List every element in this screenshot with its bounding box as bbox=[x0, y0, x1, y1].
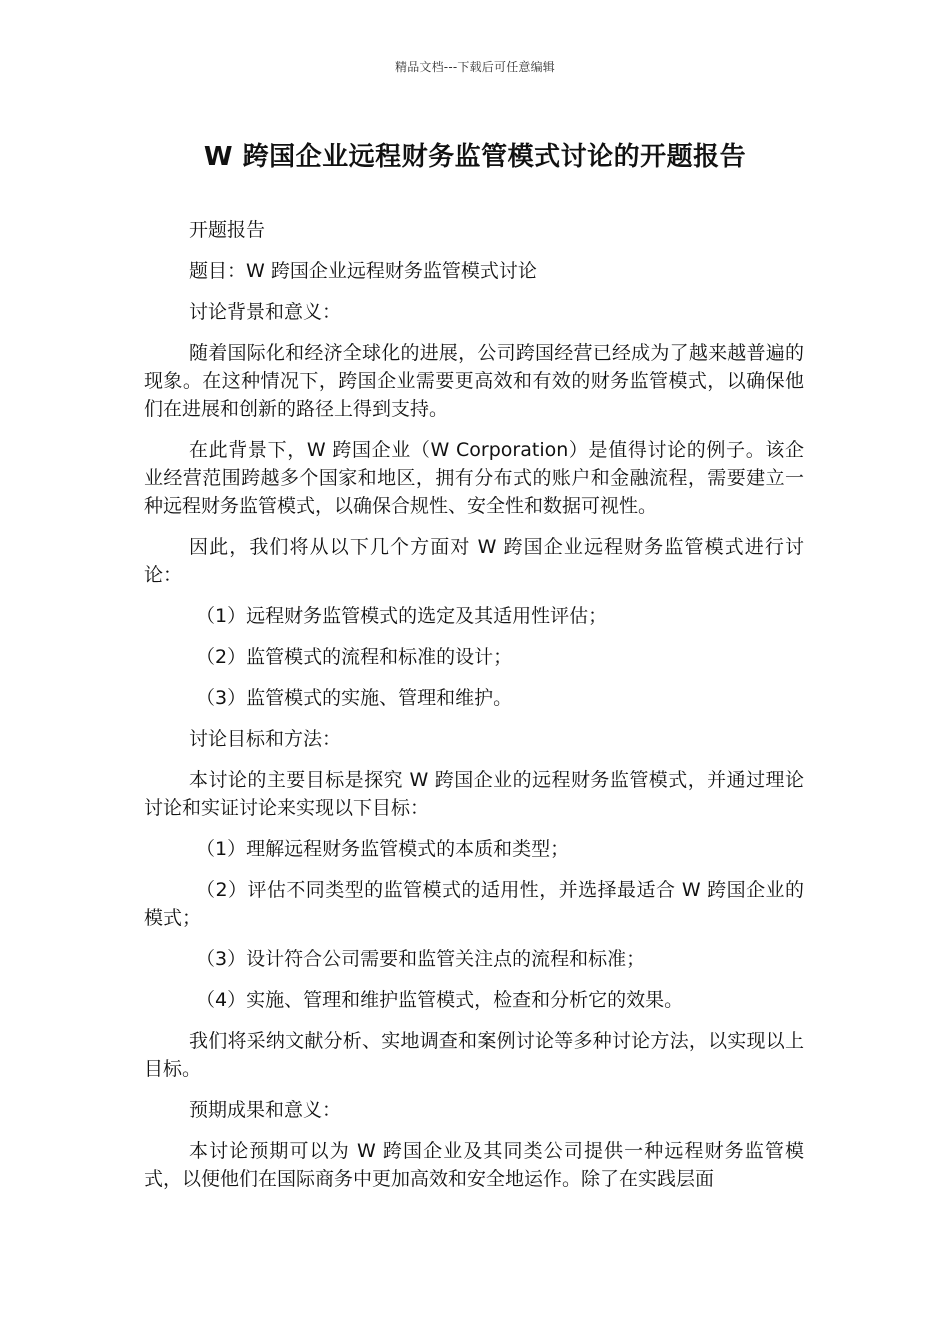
body-paragraph: 本讨论预期可以为 W 跨国企业及其同类公司提供一种远程财务监管模式，以便他们在国际商务中更加高效和安全地运作。除了在实践层面 bbox=[144, 1140, 804, 1190]
list-item: （2）评估不同类型的监管模式的适用性，并选择最适合 W 跨国企业的模式； bbox=[144, 879, 804, 929]
document-body bbox=[144, 216, 804, 1206]
body-paragraph: 随着国际化和经济全球化的进展，公司跨国经营已经成为了越来越普遍的现象。在这种情况下，跨国企业需要更高效和有效的财务监管模式，以确保他们在进展和创新的路径上得到支持。 bbox=[144, 342, 804, 420]
section-heading-goals: 讨论目标和方法： bbox=[189, 728, 342, 750]
section-heading-report: 开题报告 bbox=[189, 219, 266, 241]
section-heading-outcomes: 预期成果和意义： bbox=[189, 1099, 342, 1121]
topic-line: 题目：W 跨国企业远程财务监管模式讨论 bbox=[189, 260, 537, 282]
list-item: （3）监管模式的实施、管理和维护。 bbox=[196, 687, 513, 709]
list-item: （4）实施、管理和维护监管模式，检查和分析它的效果。 bbox=[196, 989, 684, 1011]
body-paragraph: 在此背景下，W 跨国企业（W Corporation）是值得讨论的例子。该企业经营范围跨越多个国家和地区，拥有分布式的账户和金融流程，需要建立一种远程财务监管模式，以确保合规性、安全性和数据可视性。 bbox=[144, 439, 804, 517]
body-paragraph: 我们将采纳文献分析、实地调查和案例讨论等多种讨论方法，以实现以上目标。 bbox=[144, 1030, 804, 1080]
list-item: （1）远程财务监管模式的选定及其适用性评估； bbox=[196, 605, 608, 627]
list-item: （2）监管模式的流程和标准的设计； bbox=[196, 646, 513, 668]
document-title: W 跨国企业远程财务监管模式讨论的开题报告 bbox=[203, 142, 747, 172]
section-heading-background: 讨论背景和意义： bbox=[189, 301, 342, 323]
list-item: （3）设计符合公司需要和监管关注点的流程和标准； bbox=[196, 948, 646, 970]
page-header-note: 精品文档---下载后可任意编辑 bbox=[395, 60, 555, 74]
body-paragraph: 因此，我们将从以下几个方面对 W 跨国企业远程财务监管模式进行讨论： bbox=[144, 536, 804, 586]
list-item: （1）理解远程财务监管模式的本质和类型； bbox=[196, 838, 570, 860]
body-paragraph: 本讨论的主要目标是探究 W 跨国企业的远程财务监管模式，并通过理论讨论和实证讨论来实现以下目标： bbox=[144, 769, 804, 819]
